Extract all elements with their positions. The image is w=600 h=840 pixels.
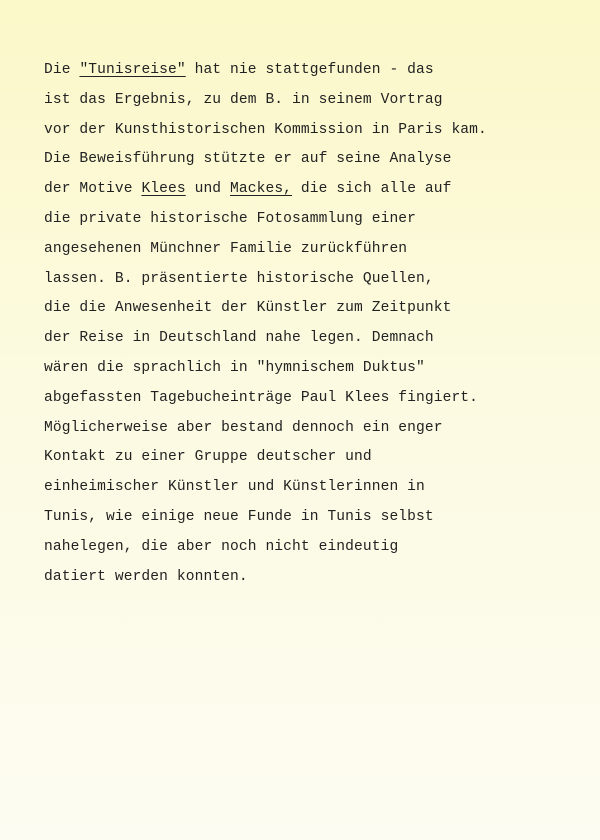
text-line: wären die sprachlich in "hymnischem Duktus" xyxy=(44,359,425,376)
body-text xyxy=(44,56,600,592)
text-line: nahelegen, die aber noch nicht eindeutig xyxy=(44,538,399,555)
text-line: einheimischer Künstler und Künstlerinnen in xyxy=(44,479,425,496)
text-segment: hat nie stattgefunden - das xyxy=(185,62,434,78)
link-tunisreise[interactable]: "Tunisreise" xyxy=(79,62,186,78)
text-line: Kontakt zu einer Gruppe deutscher und xyxy=(44,449,372,466)
text-line: Tunis, wie einige neue Funde in Tunis selbst xyxy=(44,508,434,525)
text-line xyxy=(44,175,600,205)
link-klees[interactable]: Klees xyxy=(141,181,186,198)
text-segment: und xyxy=(185,181,231,198)
text-segment: der Motive xyxy=(44,181,142,198)
text-line: angesehenen Münchner Familie zurückführen xyxy=(44,240,408,257)
text-line xyxy=(44,56,600,86)
text-line: die die Anwesenheit der Künstler zum Zeitpunkt xyxy=(44,300,452,317)
text-line: die private historische Fotosammlung einer xyxy=(44,210,417,227)
text-line: ist das Ergebnis, zu dem B. in seinem Vortrag xyxy=(44,91,443,108)
link-mackes[interactable]: Mackes, xyxy=(230,181,293,198)
text-line: vor der Kunsthistorischen Kommission in Paris kam. xyxy=(44,121,487,138)
text-line: Die Beweisführung stützte er auf seine Analyse xyxy=(44,151,452,168)
text-line: datiert werden konnten. xyxy=(44,568,248,585)
text-line: abgefassten Tagebucheinträge Paul Klees fingiert. xyxy=(44,389,479,406)
text-line: lassen. B. präsentierte historische Quellen, xyxy=(44,270,434,287)
text-line: Möglicherweise aber bestand dennoch ein enger xyxy=(44,419,443,436)
text-segment: Die xyxy=(44,62,80,78)
text-segment: die sich alle auf xyxy=(292,181,452,198)
text-line: der Reise in Deutschland nahe legen. Demnach xyxy=(44,330,434,347)
